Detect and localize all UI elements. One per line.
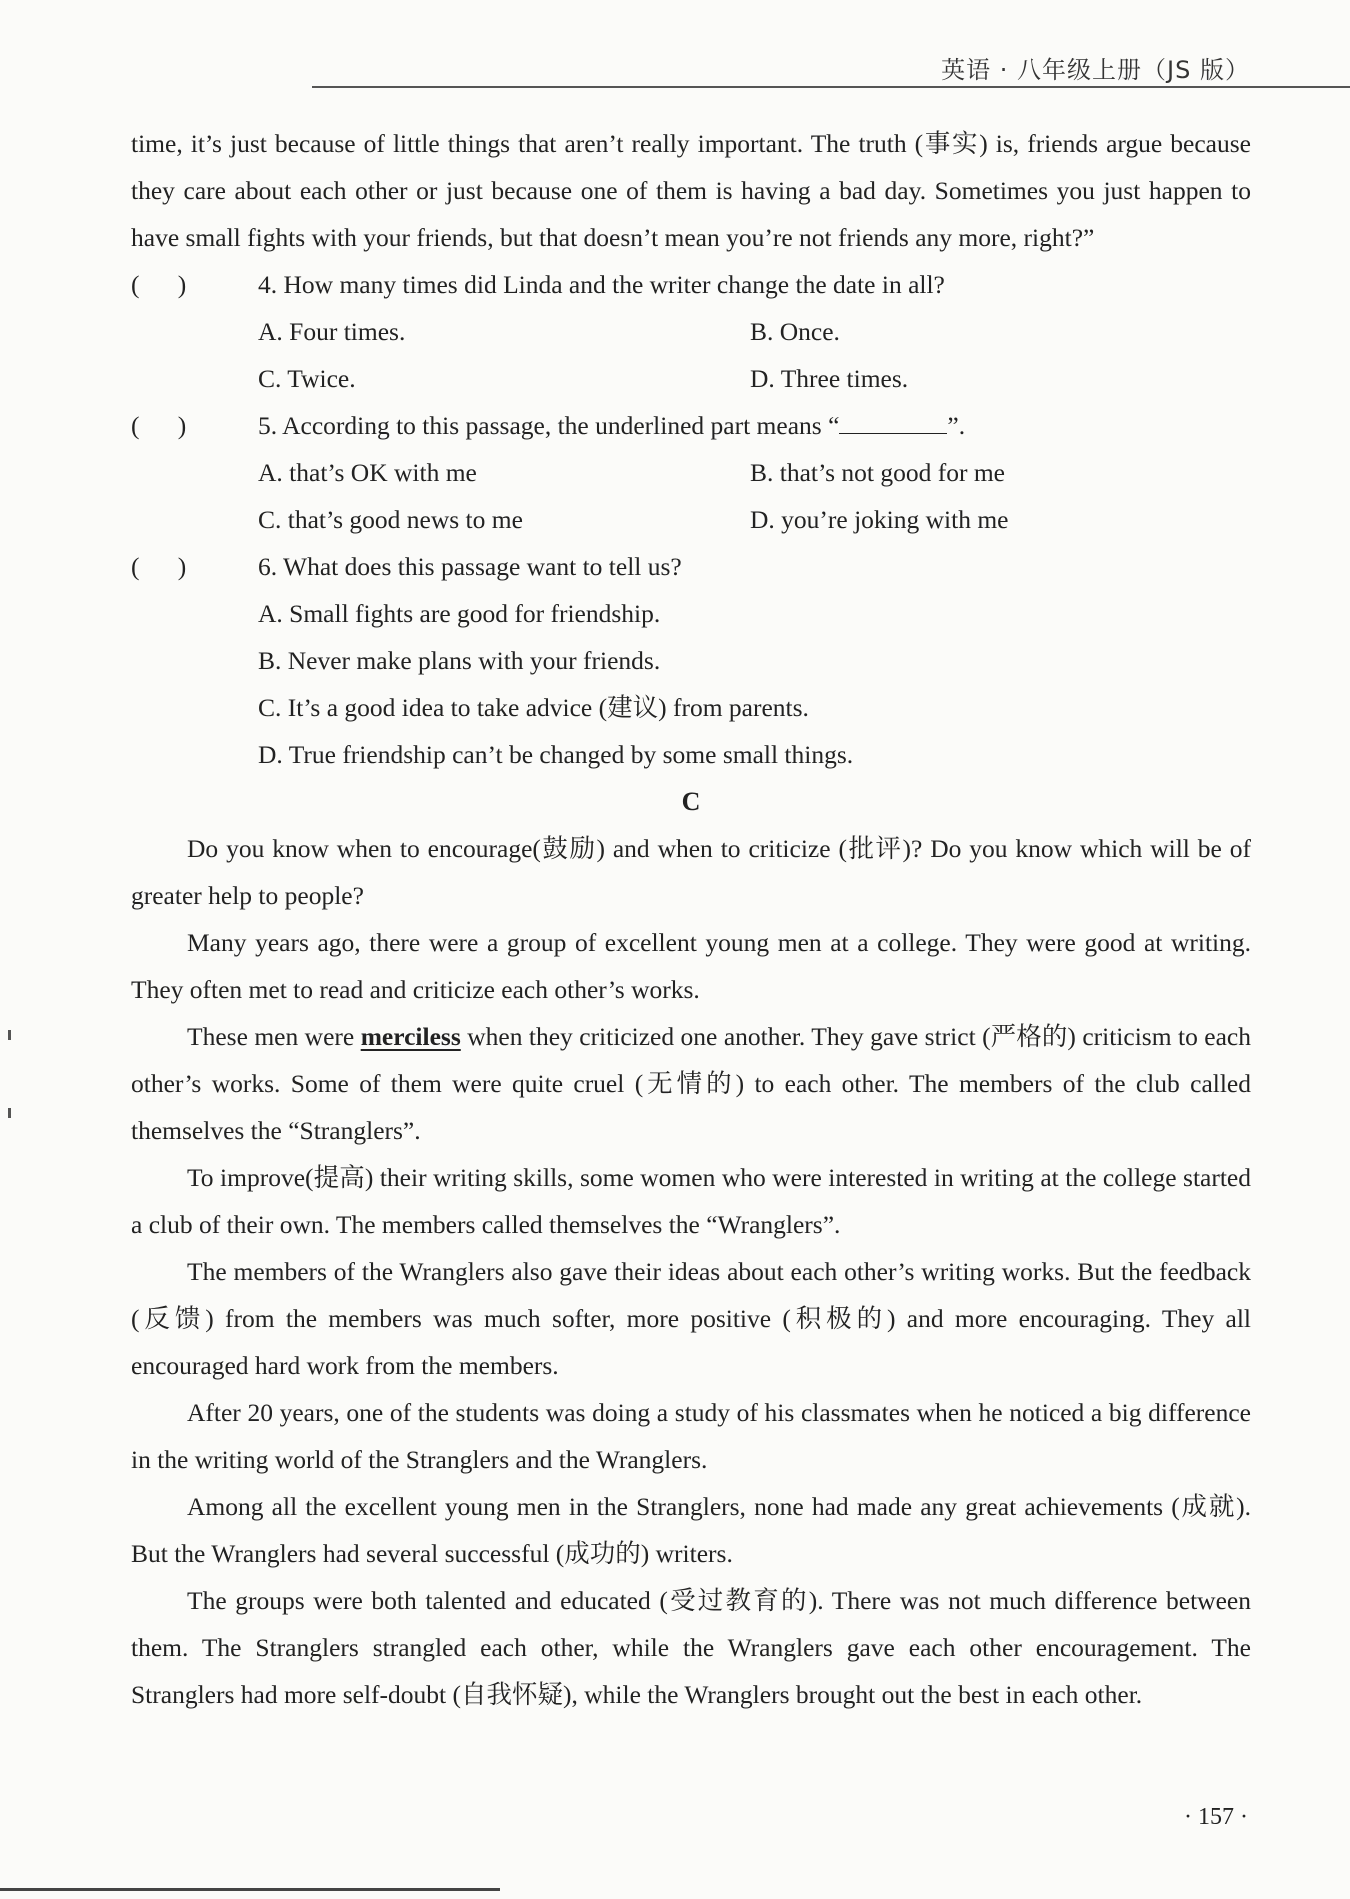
question-stem: 4. How many times did Linda and the writer change the date in all? <box>258 270 945 299</box>
bottom-divider <box>0 1888 500 1891</box>
option-a: A. Small fights are good for friendship. <box>258 599 661 628</box>
paragraph: Do you know when to encourage(鼓励) and when to criticize (批评)? Do you know which will be of greater help to people? <box>131 834 1251 910</box>
margin-mark <box>8 1108 11 1118</box>
paragraph: Among all the excellent young men in the Stranglers, none had made any great achievements (成就). But the Wranglers had several successful (成功的) writers. <box>131 1492 1251 1568</box>
margin-mark <box>8 1030 11 1040</box>
paragraph <box>131 1013 1251 1154</box>
option-d: D. True friendship can’t be changed by some small things. <box>258 740 854 769</box>
option-a: A. that’s OK with me <box>258 458 477 487</box>
paragraph: The members of the Wranglers also gave their ideas about each other’s writing works. But the feedback (反馈) from the members was much softer, more positive (积极的) and more encouraging. They all encouraged hard work from the members. <box>131 1257 1251 1380</box>
option-a: A. Four times. <box>258 317 406 346</box>
question-stem-suffix: ”. <box>947 411 966 440</box>
intro-paragraph: time, it’s just because of little things that aren’t really important. The truth (事实) is, friends argue because they care about each other or just because one of them is having a bad day. Sometimes you just happen to have small fights with your friends, but that doesn’t mean you’re not friends any more, right?” <box>131 129 1251 252</box>
question-stem: 6. What does this passage want to tell us? <box>258 552 682 581</box>
paragraph-text: when they criticized one another. They gave strict (严格的) criticism to each other’s works. Some of them were quite cruel (无情的) to each other. The members of the club called themselves the “Stranglers”. <box>131 1022 1251 1145</box>
header-divider <box>312 86 1350 88</box>
paragraph: After 20 years, one of the students was doing a study of his classmates when he noticed a big difference in the writing world of the Stranglers and the Wranglers. <box>131 1398 1251 1474</box>
options <box>131 449 1251 543</box>
question-stem-prefix: 5. According to this passage, the underlined part means “ <box>258 411 840 440</box>
paragraph-text: These men were <box>187 1022 361 1051</box>
paragraph: Many years ago, there were a group of excellent young men at a college. They were good at writing. They often met to read and criticize each other’s works. <box>131 928 1251 1004</box>
option-b: B. Never make plans with your friends. <box>258 646 661 675</box>
page-header-title: 英语 · 八年级上册（JS 版） <box>941 56 1250 84</box>
option-c: C. It’s a good idea to take advice (建议) from parents. <box>258 693 809 722</box>
question-4 <box>131 261 1251 402</box>
answer-bracket: ( ) <box>131 552 187 581</box>
paragraph: The groups were both talented and educated (受过教育的). There was not much difference between them. The Stranglers strangled each other, while the Wranglers gave each other encouragement. The Stranglers had more self-doubt (自我怀疑), while the Wranglers brought out the best in each other. <box>131 1586 1251 1709</box>
option-c: C. that’s good news to me <box>258 505 523 534</box>
option-b: B. that’s not good for me <box>750 458 1005 487</box>
paragraph: To improve(提高) their writing skills, some women who were interested in writing at the college started a club of their own. The members called themselves the “Wranglers”. <box>131 1163 1251 1239</box>
options <box>131 308 1251 402</box>
answer-bracket: ( ) <box>131 270 187 299</box>
question-5 <box>131 402 1251 543</box>
option-b: B. Once. <box>750 317 840 346</box>
option-d: D. Three times. <box>750 364 909 393</box>
question-6 <box>131 543 1251 778</box>
page-number: · 157 · <box>1184 1804 1248 1830</box>
page-body <box>131 120 1251 1718</box>
underlined-word: merciless <box>360 1022 461 1051</box>
option-c: C. Twice. <box>258 364 356 393</box>
section-heading: C <box>681 787 701 816</box>
option-d: D. you’re joking with me <box>750 505 1009 534</box>
answer-bracket: ( ) <box>131 411 187 440</box>
fill-in-blank <box>839 413 947 434</box>
